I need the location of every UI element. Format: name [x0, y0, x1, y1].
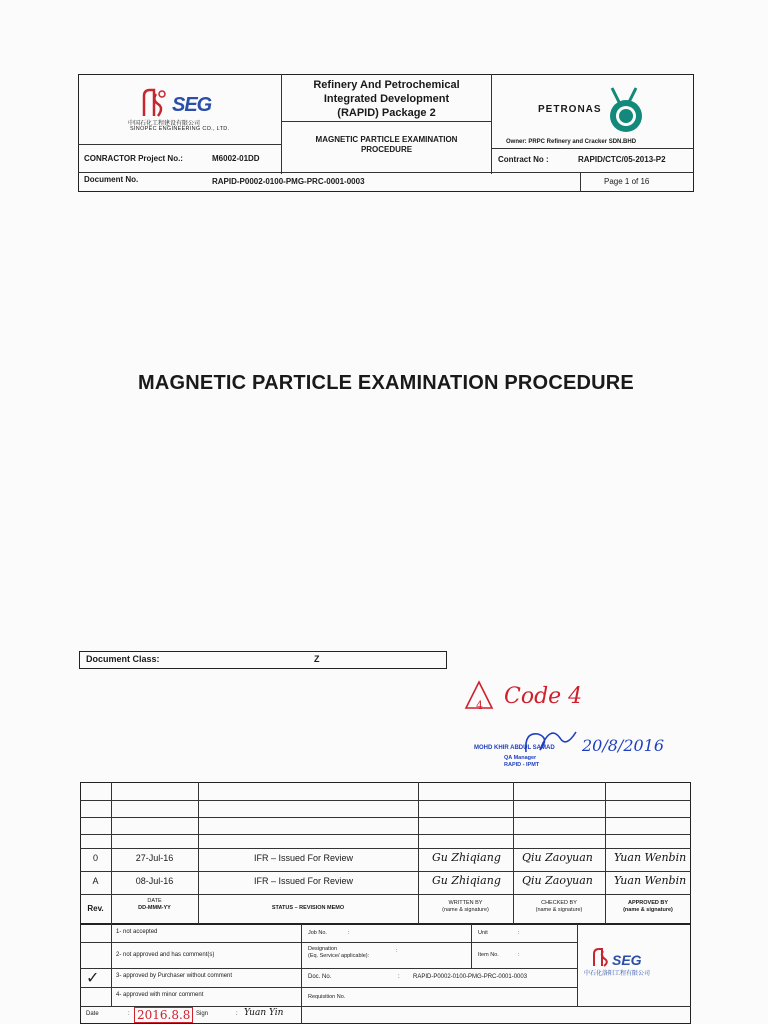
- qa-signature-icon: [520, 718, 590, 758]
- table-row-rev: 0: [92, 853, 98, 863]
- code-text: Code 4: [504, 684, 583, 709]
- review-option-2: 2- not approved and has comment(s): [116, 952, 215, 958]
- title-line1: Refinery And Petrochemical: [313, 79, 460, 91]
- seg-logo: [128, 86, 238, 132]
- header-approved-line1: APPROVED BY: [627, 900, 669, 906]
- date-colon: :: [128, 1011, 130, 1017]
- main-title: MAGNETIC PARTICLE EXAMINATION PROCEDURE: [138, 372, 634, 394]
- document-class-label: Document Class:: [86, 654, 160, 664]
- document-no-value: RAPID-P0002-0100-PMG-PRC-0001-0003: [212, 177, 365, 186]
- petronas-text: PETRONAS: [538, 104, 602, 115]
- header-approved: [605, 900, 691, 914]
- doc-no-label: Doc. No.: [308, 974, 332, 980]
- table-row-checked: Qiu Zaoyuan: [522, 851, 593, 864]
- header-approved-line2: (name & signature): [623, 907, 673, 913]
- review-option-4: 4- approved with minor comment: [116, 992, 204, 998]
- header-status: STATUS – REVISION MEMO: [271, 905, 345, 911]
- table-row-status: IFR – Issued For Review: [254, 853, 354, 863]
- job-no-colon: :: [348, 930, 350, 936]
- qa-unit: RAPID - IPMT: [504, 762, 540, 768]
- contractor-project-value: M6002-01DD: [212, 154, 260, 163]
- sign-label: Sign: [196, 1011, 209, 1017]
- header-written-line2: (name & signature): [442, 907, 489, 913]
- review-option-3: 3- approved by Purchaser without comment: [116, 973, 233, 979]
- table-row-date: 27-Jul-16: [135, 853, 174, 863]
- header-written: [418, 900, 513, 914]
- contractor-project-label: CONRACTOR Project No.:: [84, 154, 183, 163]
- job-no-label: Job No.: [308, 930, 327, 936]
- owner-text: Owner: PRPC Refinery and Cracker SDN.BHD: [506, 139, 637, 145]
- table-row-written: Gu Zhiqiang: [432, 874, 501, 887]
- check-mark-icon: ✓: [86, 968, 100, 987]
- document-class-value: Z: [314, 654, 320, 664]
- table-row-approved: Yuan Wenbin: [614, 874, 687, 887]
- header-written-line1: WRITTEN BY: [448, 900, 483, 906]
- bottom-seg-logo: [584, 946, 684, 982]
- sign-colon: :: [236, 1011, 238, 1017]
- bottom-logo-cn: 中石化洛阳工程有限公司: [584, 971, 651, 977]
- title-line2: Integrated Development: [323, 93, 450, 105]
- table-row-approved: Yuan Wenbin: [614, 851, 687, 864]
- bottom-logo-icon: [590, 946, 612, 968]
- page-number: Page 1 of 16: [604, 177, 650, 186]
- designation-line2: (Eq. Service/ applicable):: [308, 953, 370, 959]
- table-row-rev: A: [92, 876, 99, 886]
- contract-no-value: RAPID/CTC/05-2013-P2: [578, 155, 666, 164]
- unit-colon: :: [518, 930, 520, 936]
- bottom-seg-text: SEG: [612, 952, 642, 968]
- code-number: 4: [476, 699, 483, 712]
- sign-value: Yuan Yin: [244, 1008, 284, 1018]
- doc-no-value: RAPID-P0002-0100-PMG-PRC-0001-0003: [413, 974, 528, 980]
- procedure-line1: MAGNETIC PARTICLE EXAMINATION: [315, 135, 458, 144]
- qa-role: QA Manager: [504, 755, 537, 761]
- petronas-logo-icon: [606, 84, 646, 136]
- requisition-label: Requisition No.: [308, 994, 346, 1000]
- sinopec-cn: 中国石化工程建设有限公司: [128, 121, 201, 127]
- header-rev: Rev.: [87, 904, 104, 913]
- contract-no-label: Contract No :: [498, 155, 549, 164]
- seg-text: SEG: [172, 94, 212, 116]
- doc-no-colon: :: [398, 974, 400, 980]
- designation-line1: Designation: [308, 946, 338, 952]
- date-value: 2016.8.8: [134, 1007, 193, 1023]
- header-date-line2: DD-MMM-YY: [138, 905, 171, 911]
- table-row-status: IFR – Issued For Review: [254, 876, 354, 886]
- item-no-label: Item No.: [478, 952, 499, 958]
- qa-name: MOHD KHIR ABDUL SAMAD: [474, 745, 555, 751]
- item-no-colon: :: [518, 952, 520, 958]
- review-option-1: 1- not accepted: [116, 929, 158, 935]
- table-row-checked: Qiu Zaoyuan: [522, 874, 593, 887]
- procedure-title: [282, 135, 491, 155]
- header-checked: [513, 900, 605, 914]
- header-date-line1: DATE: [147, 898, 162, 904]
- header-checked-line1: CHECKED BY: [541, 900, 577, 906]
- header-date: [111, 898, 198, 912]
- table-row-written: Gu Zhiqiang: [432, 851, 501, 864]
- document-no-label: Document No.: [84, 175, 139, 184]
- table-row-date: 08-Jul-16: [135, 876, 174, 886]
- stamp-date: 20/8/2016: [582, 736, 665, 755]
- unit-label: Unit: [478, 930, 488, 936]
- procedure-line2: PROCEDURE: [360, 145, 413, 154]
- sinopec-en: SINOPEC ENGINEERING CO., LTD.: [130, 126, 230, 132]
- designation: [308, 946, 369, 960]
- header-checked-line2: (name & signature): [535, 907, 583, 913]
- project-title: [282, 78, 491, 120]
- title-line3: (RAPID) Package 2: [337, 107, 436, 119]
- designation-colon: :: [396, 948, 398, 954]
- date-label: Date: [86, 1011, 99, 1017]
